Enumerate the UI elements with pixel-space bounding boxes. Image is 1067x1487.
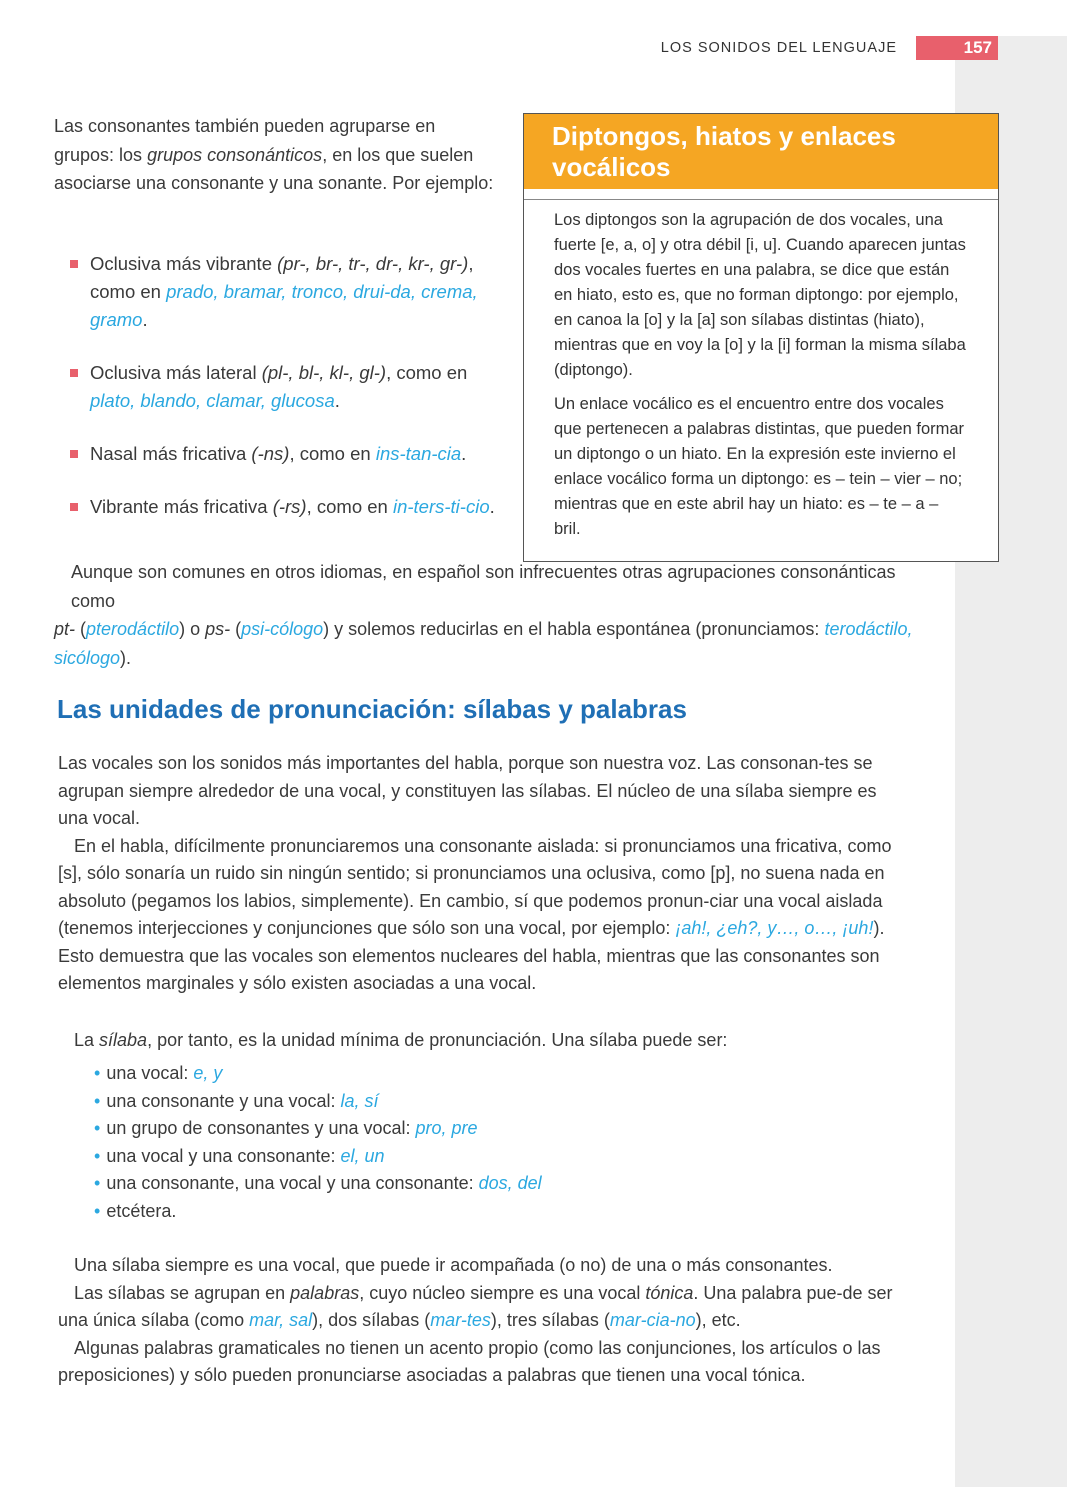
bullet-dot-icon: • — [94, 1118, 101, 1138]
section-body — [58, 750, 904, 998]
body-paragraph: En el habla, difícilmente pronunciaremos una consonante aislada: si pronunciamos una fricativa, como [s], sólo sonaría un ruido sin ningún sentido; si pronunciamos una oclusiva, como [p], no suena nada en absoluto (pegamos los labios, simplemente). En cambio, sí que podemos pronun-ciar una vocal aislada (tenemos interjecciones y conjunciones que sólo son una vocal, por ejemplo: ¡ah!, ¿eh?, y…, o…, ¡uh!). Esto demuestra que las vocales son elementos nucleares del habla, mientras que las consonantes son elementos marginales y sólo existen asociadas a una vocal. — [58, 835, 892, 993]
bullet-dot-icon: • — [94, 1200, 101, 1221]
body-paragraph: Algunas palabras gramaticales no tienen un acento propio (como las conjunciones, los artículos o las preposiciones) y sólo pueden pronunciarse asociadas a palabras que tienen una vocal tónica. — [58, 1337, 881, 1385]
syllable-types-list — [94, 1060, 542, 1225]
bullet-dot-icon: • — [94, 1063, 101, 1083]
list-item: Vibrante más fricativa (-rs), como en in-ters-ti-cio. — [70, 493, 496, 521]
bullet-dot-icon: • — [94, 1090, 101, 1111]
body-paragraph: Una sílaba siempre es una vocal, que puede ir acompañada (o no) de una o más consonantes. — [74, 1255, 833, 1275]
list-item: Oclusiva más vibrante (pr-, br-, tr-, dr-, kr-, gr-), como en prado, bramar, tronco, drui-da, crema, gramo. — [70, 250, 496, 334]
bullet-square-icon — [70, 369, 78, 377]
bullet-square-icon — [70, 450, 78, 458]
bullet-square-icon — [70, 260, 78, 268]
bullet-square-icon — [70, 503, 78, 511]
page-number: 157 — [916, 36, 998, 60]
closing-paragraphs — [58, 1252, 910, 1390]
list-item: • una vocal: e, y — [94, 1063, 223, 1083]
list-item: • una consonante, una vocal y una consonante: dos, del — [94, 1173, 542, 1193]
list-item: Nasal más fricativa (-ns), como en ins-tan-cia. — [70, 440, 496, 468]
consonant-group-list — [70, 250, 496, 546]
list-item: • una vocal y una consonante: el, un — [94, 1145, 385, 1166]
list-item: Oclusiva más lateral (pl-, bl-, kl-, gl-), como en plato, blando, clamar, glucosa. — [70, 359, 496, 415]
list-item: • una consonante y una vocal: la, sí — [94, 1090, 379, 1111]
list-item: • un grupo de consonantes y una vocal: pro, pre — [94, 1118, 478, 1138]
bullet-dot-icon: • — [94, 1145, 101, 1166]
diphthong-sidebar-box — [523, 113, 999, 562]
intro-paragraph: Las consonantes también pueden agruparse en grupos: los grupos consonánticos, en los que suelen asociarse una consonante y una sonante. Por ejemplo: — [54, 116, 494, 193]
list-item: • etcétera. — [94, 1200, 177, 1221]
box-paragraph: Un enlace vocálico es el encuentro entre dos vocales que pertenecen a palabras distintas, que pueden formar un diptongo o un hiato. En la expresión este invierno el enlace vocálico forma un diptongo: es – tein – vier – no; mientras que en este abril hay un hiato: es – te – a – bril. — [554, 395, 965, 538]
box-paragraph: Los diptongos son la agrupación de dos vocales, una fuerte [e, a, o] y otra débil [i, u]. Cuando aparecen juntas dos vocales fuertes en una palabra, se dice que están en hiato, esto es, que no forman diptongo: por ejemplo, en canoa la [o] y la [a] son sílabas distintas (hiato), mientras que en voy la [o] y la [i] forman la misma sílaba (diptongo). — [554, 211, 966, 379]
section-title: Las unidades de pronunciación: sílabas y palabras — [57, 694, 687, 724]
syllable-intro: La sílaba, por tanto, es la unidad mínima de pronunciación. Una sílaba puede ser: — [74, 1030, 728, 1050]
box-title: Diptongos, hiatos y enlaces vocálicos — [524, 114, 998, 189]
bullet-dot-icon: • — [94, 1173, 101, 1193]
running-header: LOS SONIDOS DEL LENGUAJE — [660, 40, 897, 56]
infrequent-groups-paragraph: Aunque son comunes en otros idiomas, en español son infrecuentes otras agrupaciones consonánticas comopt- (pterodáctilo) o ps- (psi-cólogo) y solemos reducirlas en el habla espontánea (pronunciamos: terodáctilo, sicólogo). — [54, 562, 913, 668]
body-paragraph: Las vocales son los sonidos más importantes del habla, porque son nuestra voz. Las consonan-tes se agrupan siempre alrededor de una vocal, y constituyen las sílabas. El núcleo de una sílaba siempre es una vocal. — [58, 753, 877, 828]
body-paragraph: Las sílabas se agrupan en palabras, cuyo núcleo siempre es una vocal tónica. Una palabra pue-de ser una única sílaba (como mar, sal), dos sílabas (mar-tes), tres sílabas (mar-cia-no), etc. — [58, 1282, 893, 1330]
